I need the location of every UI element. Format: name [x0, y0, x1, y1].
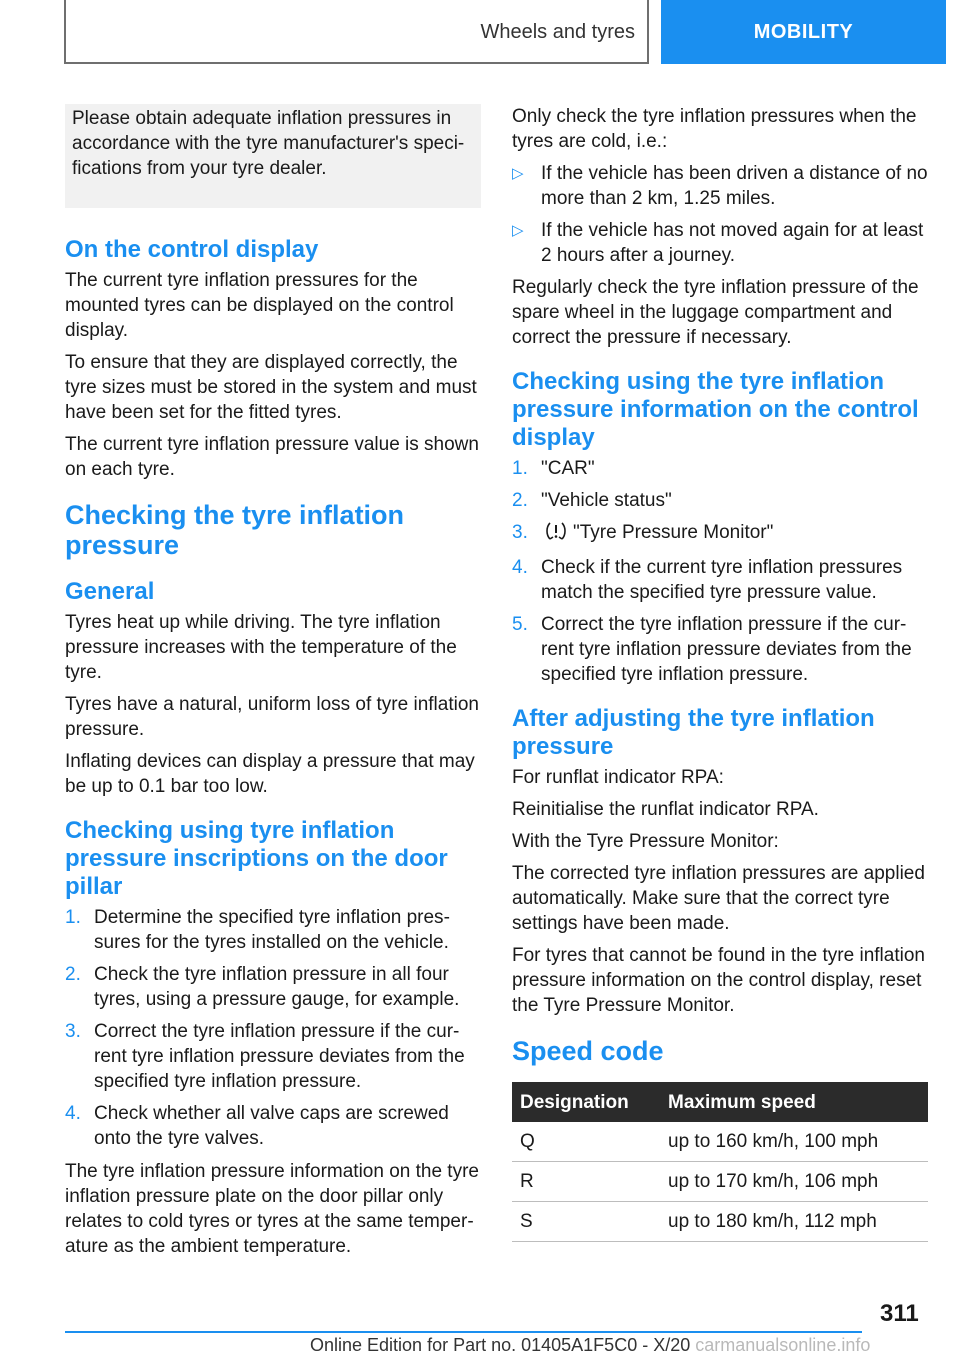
- bullet-text: If the vehicle has been driven a distance of no more than 2 km, 1.25 miles.: [541, 163, 928, 209]
- step-text: Correct the tyre inflation pressure if the current tyre inflation pressure deviates from the specified tyre inflation pressure.: [94, 1021, 465, 1092]
- right-column: [512, 104, 928, 1242]
- list-item: [65, 1101, 481, 1151]
- step-number: 4.: [65, 1103, 81, 1124]
- table-row: [512, 1122, 928, 1162]
- step-text: Determine the specified tyre inflation pressures for the tyres installed on the vehicle.: [94, 907, 450, 953]
- list-item: [512, 161, 928, 211]
- left-column: [65, 104, 481, 1266]
- list-item: [512, 488, 928, 513]
- heading-speed-code: Speed code: [512, 1036, 664, 1066]
- table-cell: up to 180 km/h, 112 mph: [660, 1202, 928, 1242]
- step-text: "CAR": [541, 458, 595, 479]
- step-text: Check the tyre inflation pressure in all four tyres, using a pressure gauge, for example.: [94, 964, 460, 1010]
- step-number: 1.: [65, 907, 81, 928]
- edition-text: Online Edition for Part no. 01405A1F5C0 - X/20: [310, 1335, 691, 1355]
- step-number: 2.: [65, 964, 81, 985]
- list-item: [65, 1019, 481, 1094]
- tyre-pressure-warning-icon: [545, 521, 567, 548]
- control-check-steps: [512, 456, 928, 687]
- table-cell: up to 170 km/h, 106 mph: [660, 1162, 928, 1202]
- footer: [310, 1335, 870, 1356]
- list-item: [512, 612, 928, 687]
- note-text: Please obtain adequate inflation pressures in accordance with the tyre manufacturer's specifications from your tyre dealer.: [72, 108, 465, 179]
- paragraph: The current tyre inflation pressures for the mounted tyres can be displayed on the control display.: [65, 270, 454, 341]
- step-text: Check whether all valve caps are screwed onto the tyre valves.: [94, 1103, 449, 1149]
- column-header: Maximum speed: [660, 1082, 928, 1122]
- paragraph: Reinitialise the runflat indicator RPA.: [512, 799, 819, 820]
- column-header: Designation: [512, 1082, 660, 1122]
- heading-checking-pressure: Checking the tyre inflation pressure: [65, 500, 405, 560]
- table-cell: R: [512, 1162, 660, 1202]
- triangle-bullet-icon: ▷: [512, 222, 524, 239]
- paragraph: With the Tyre Pressure Monitor:: [512, 831, 779, 852]
- step-number: 4.: [512, 557, 528, 578]
- table-cell: up to 160 km/h, 100 mph: [660, 1122, 928, 1162]
- cold-conditions-list: [512, 161, 928, 268]
- step-number: 3.: [512, 522, 528, 543]
- table-cell: S: [512, 1202, 660, 1242]
- paragraph: For runflat indicator RPA:: [512, 767, 724, 788]
- page-number: 311: [880, 1300, 919, 1327]
- speed-code-table: [512, 1082, 928, 1242]
- table-cell: Q: [512, 1122, 660, 1162]
- step-number: 1.: [512, 458, 528, 479]
- header-chapter-tab: MOBILITY: [661, 0, 946, 64]
- step-text: Correct the tyre inflation pressure if the current tyre inflation pressure deviates from the specified tyre inflation pressure.: [541, 614, 912, 685]
- step-number: 3.: [65, 1021, 81, 1042]
- heading-control-display: On the control display: [65, 236, 319, 263]
- step-text: "Vehicle status": [541, 490, 672, 511]
- paragraph: Tyres heat up while driving. The tyre inflation pressure increases with the temperature of the tyre.: [65, 612, 457, 683]
- note-box: [65, 104, 481, 208]
- paragraph: The tyre inflation pressure information on the tyre inflation pressure plate on the door pillar only relates to cold tyres or tyres at the same temperature as the ambient temperature.: [65, 1161, 479, 1257]
- list-item: [512, 456, 928, 481]
- list-item: [512, 218, 928, 268]
- list-item: [512, 555, 928, 605]
- footer-divider: [65, 1331, 862, 1333]
- heading-door-pillar: Checking using tyre inflation pressure inscriptions on the door pillar: [65, 817, 448, 900]
- table-row: [512, 1202, 928, 1242]
- door-pillar-steps: [65, 905, 481, 1151]
- step-text: Check if the current tyre inflation pressures match the specified tyre pressure value.: [541, 557, 903, 603]
- paragraph: For tyres that cannot be found in the tyre inflation pressure information on the control display, reset the Tyre Pressure Monitor.: [512, 945, 925, 1016]
- table-row: [512, 1162, 928, 1202]
- list-item: [512, 520, 928, 548]
- list-item: [65, 905, 481, 955]
- paragraph: The current tyre inflation pressure value is shown on each tyre.: [65, 434, 479, 480]
- header-section-title: Wheels and tyres: [480, 20, 635, 43]
- paragraph: Only check the tyre inflation pressures when the tyres are cold, i.e.:: [512, 106, 917, 152]
- heading-after-adjusting: After adjusting the tyre inflation pressure: [512, 705, 875, 760]
- paragraph: The corrected tyre inflation pressures are applied automatically. Make sure that the correct tyre settings have been made.: [512, 863, 925, 934]
- step-number: 2.: [512, 490, 528, 511]
- paragraph: To ensure that they are displayed correctly, the tyre sizes must be stored in the system and must have been set for the fitted tyres.: [65, 352, 477, 423]
- heading-general: General: [65, 578, 155, 605]
- step-text: "Tyre Pressure Monitor": [573, 522, 774, 543]
- list-item: [65, 962, 481, 1012]
- paragraph: Tyres have a natural, uniform loss of tyre inflation pressure.: [65, 694, 479, 740]
- table-header-row: [512, 1082, 928, 1122]
- triangle-bullet-icon: ▷: [512, 165, 524, 182]
- paragraph: Regularly check the tyre inflation pressure of the spare wheel in the luggage compartment and correct the pressure if necessary.: [512, 277, 919, 348]
- bullet-text: If the vehicle has not moved again for at least 2 hours after a journey.: [541, 220, 924, 266]
- step-number: 5.: [512, 614, 528, 635]
- watermark: carmanualsonline.info: [695, 1335, 871, 1355]
- paragraph: Inflating devices can display a pressure that may be up to 0.1 bar too low.: [65, 751, 475, 797]
- heading-control-check: Checking using the tyre inflation pressure information on the control display: [512, 368, 919, 451]
